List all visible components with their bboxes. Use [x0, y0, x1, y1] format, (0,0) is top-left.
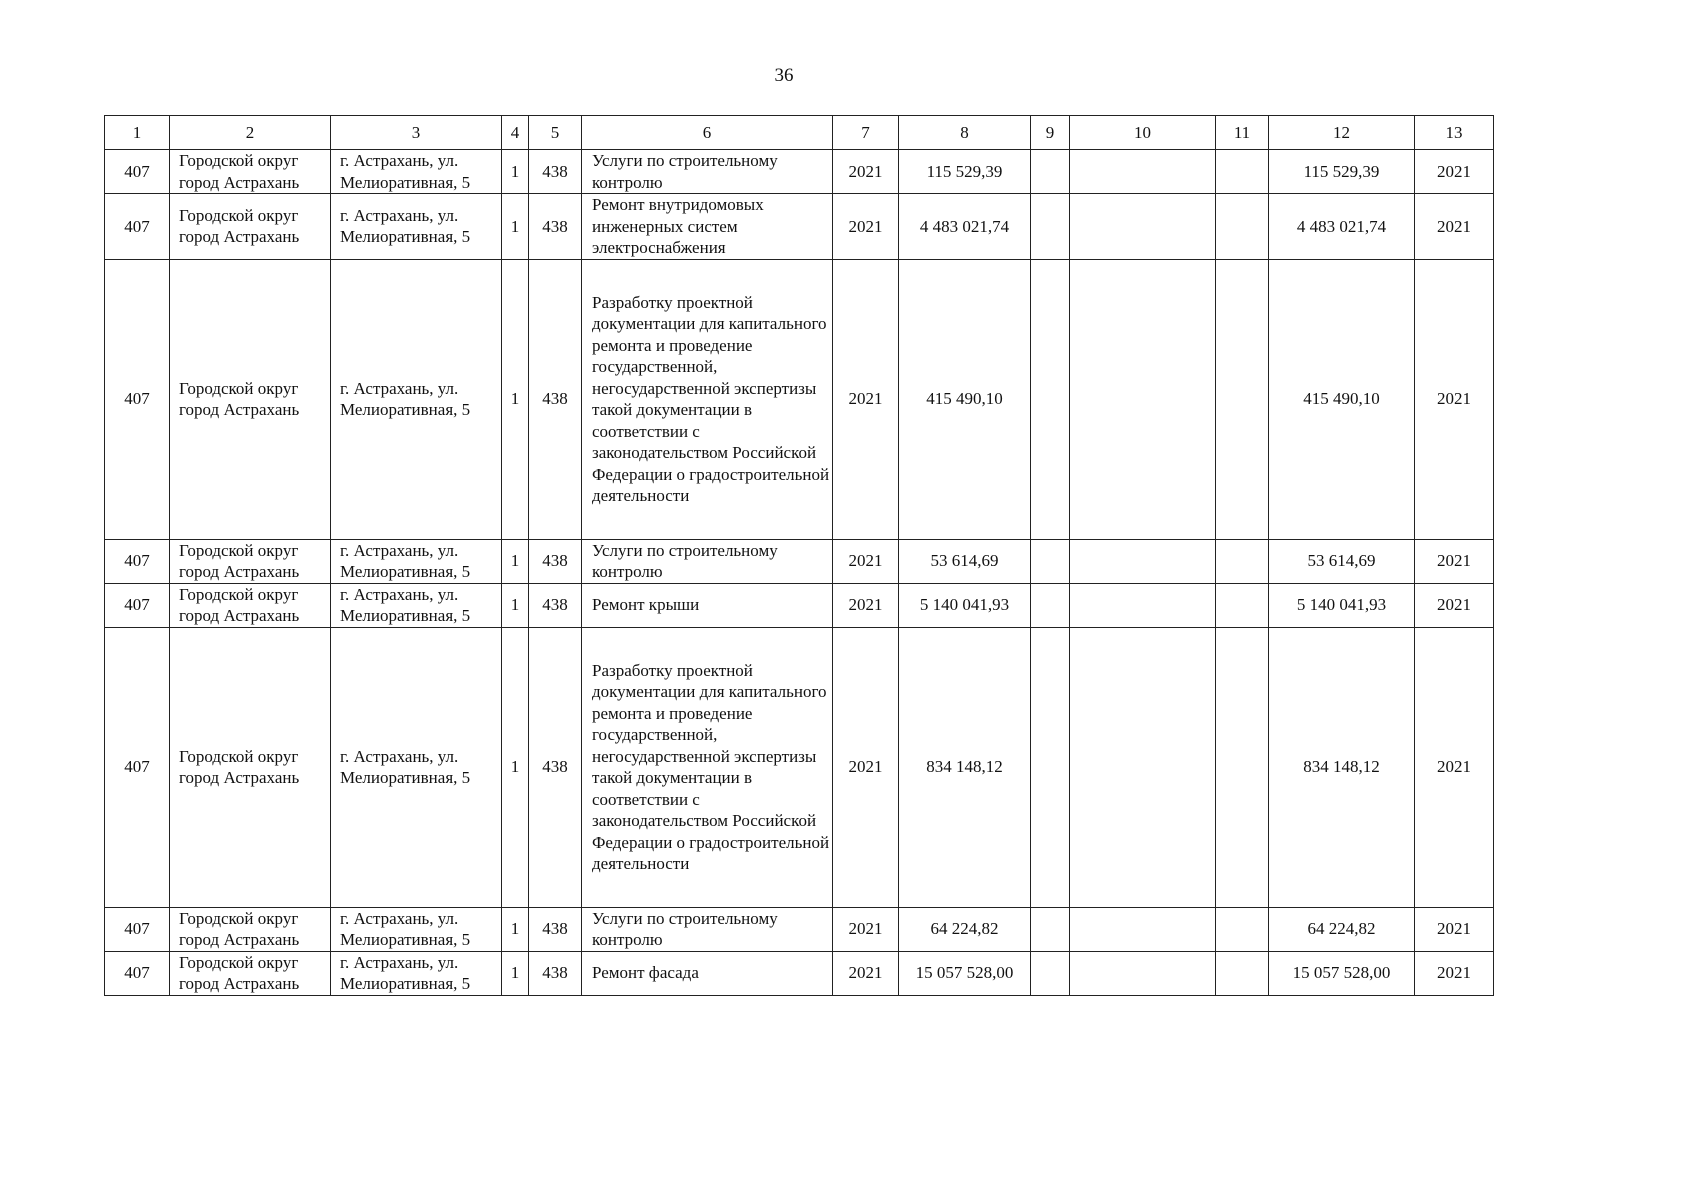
address-cell: г. Астрахань, ул. Мелиоративная, 5	[331, 194, 502, 260]
table-row	[105, 907, 1494, 951]
col-4-value-cell: 1	[502, 583, 529, 627]
municipality-cell: Городской округ город Астрахань	[170, 539, 331, 583]
col-4-value-cell: 1	[502, 150, 529, 194]
work-type-cell: Услуги по строительному контролю	[582, 539, 833, 583]
completion-year-cell: 2021	[1415, 259, 1494, 539]
address-cell: г. Астрахань, ул. Мелиоративная, 5	[331, 259, 502, 539]
column-header-2: 2	[170, 116, 331, 150]
municipality-cell: Городской округ город Астрахань	[170, 951, 331, 995]
completion-year-cell: 2021	[1415, 150, 1494, 194]
cost-cell: 115 529,39	[899, 150, 1031, 194]
row-number-cell: 407	[105, 259, 170, 539]
work-type-cell: Ремонт фасада	[582, 951, 833, 995]
col-11-value-cell	[1216, 259, 1269, 539]
cost-cell: 4 483 021,74	[899, 194, 1031, 260]
row-number-cell: 407	[105, 194, 170, 260]
col-4-value-cell: 1	[502, 951, 529, 995]
completion-year-cell: 2021	[1415, 539, 1494, 583]
col-5-value-cell: 438	[529, 951, 582, 995]
cost-cell: 415 490,10	[899, 259, 1031, 539]
table-row	[105, 259, 1494, 539]
row-number-cell: 407	[105, 951, 170, 995]
column-header-5: 5	[529, 116, 582, 150]
col-11-value-cell	[1216, 194, 1269, 260]
page-number: 36	[774, 65, 794, 86]
col-11-value-cell	[1216, 627, 1269, 907]
municipality-cell: Городской округ город Астрахань	[170, 259, 331, 539]
col-5-value-cell: 438	[529, 539, 582, 583]
col-10-value-cell	[1070, 194, 1216, 260]
column-header-3: 3	[331, 116, 502, 150]
total-cost-cell: 834 148,12	[1269, 627, 1415, 907]
address-cell: г. Астрахань, ул. Мелиоративная, 5	[331, 627, 502, 907]
year-cell: 2021	[833, 583, 899, 627]
work-type-cell: Разработку проектной документации для капитального ремонта и проведение государственной, негосударственной экспертизы такой документации в соответствии с законодательством Российской Федерации о градостроительной деятельности	[582, 627, 833, 907]
col-11-value-cell	[1216, 907, 1269, 951]
address-cell: г. Астрахань, ул. Мелиоративная, 5	[331, 539, 502, 583]
col-4-value-cell: 1	[502, 194, 529, 260]
col-9-value-cell	[1031, 150, 1070, 194]
col-4-value-cell: 1	[502, 907, 529, 951]
column-header-12: 12	[1269, 116, 1415, 150]
municipality-cell: Городской округ город Астрахань	[170, 907, 331, 951]
col-11-value-cell	[1216, 583, 1269, 627]
cost-cell: 5 140 041,93	[899, 583, 1031, 627]
year-cell: 2021	[833, 539, 899, 583]
address-cell: г. Астрахань, ул. Мелиоративная, 5	[331, 150, 502, 194]
cost-cell: 15 057 528,00	[899, 951, 1031, 995]
col-5-value-cell: 438	[529, 150, 582, 194]
year-cell: 2021	[833, 194, 899, 260]
col-9-value-cell	[1031, 259, 1070, 539]
total-cost-cell: 5 140 041,93	[1269, 583, 1415, 627]
total-cost-cell: 53 614,69	[1269, 539, 1415, 583]
municipality-cell: Городской округ город Астрахань	[170, 194, 331, 260]
completion-year-cell: 2021	[1415, 627, 1494, 907]
address-cell: г. Астрахань, ул. Мелиоративная, 5	[331, 951, 502, 995]
cost-cell: 834 148,12	[899, 627, 1031, 907]
address-cell: г. Астрахань, ул. Мелиоративная, 5	[331, 583, 502, 627]
table-row	[105, 194, 1494, 260]
col-11-value-cell	[1216, 951, 1269, 995]
table-row	[105, 583, 1494, 627]
work-type-cell: Услуги по строительному контролю	[582, 907, 833, 951]
total-cost-cell: 15 057 528,00	[1269, 951, 1415, 995]
table-row	[105, 539, 1494, 583]
column-header-13: 13	[1415, 116, 1494, 150]
work-type-cell: Разработку проектной документации для капитального ремонта и проведение государственной, негосударственной экспертизы такой документации в соответствии с законодательством Российской Федерации о градостроительной деятельности	[582, 259, 833, 539]
municipality-cell: Городской округ город Астрахань	[170, 627, 331, 907]
col-9-value-cell	[1031, 627, 1070, 907]
column-header-4: 4	[502, 116, 529, 150]
row-number-cell: 407	[105, 539, 170, 583]
work-type-cell: Ремонт внутридомовых инженерных систем электроснабжения	[582, 194, 833, 260]
row-number-cell: 407	[105, 627, 170, 907]
municipality-cell: Городской округ город Астрахань	[170, 583, 331, 627]
col-10-value-cell	[1070, 907, 1216, 951]
col-4-value-cell: 1	[502, 259, 529, 539]
column-header-10: 10	[1070, 116, 1216, 150]
column-header-11: 11	[1216, 116, 1269, 150]
col-10-value-cell	[1070, 539, 1216, 583]
table-header-row	[105, 116, 1494, 150]
col-4-value-cell: 1	[502, 627, 529, 907]
col-10-value-cell	[1070, 583, 1216, 627]
municipality-cell: Городской округ город Астрахань	[170, 150, 331, 194]
col-5-value-cell: 438	[529, 907, 582, 951]
col-10-value-cell	[1070, 951, 1216, 995]
table-body	[105, 116, 1494, 996]
total-cost-cell: 64 224,82	[1269, 907, 1415, 951]
work-type-cell: Услуги по строительному контролю	[582, 150, 833, 194]
year-cell: 2021	[833, 951, 899, 995]
row-number-cell: 407	[105, 150, 170, 194]
year-cell: 2021	[833, 259, 899, 539]
year-cell: 2021	[833, 907, 899, 951]
col-5-value-cell: 438	[529, 627, 582, 907]
year-cell: 2021	[833, 627, 899, 907]
col-4-value-cell: 1	[502, 539, 529, 583]
col-9-value-cell	[1031, 194, 1070, 260]
work-type-cell: Ремонт крыши	[582, 583, 833, 627]
col-5-value-cell: 438	[529, 194, 582, 260]
column-header-9: 9	[1031, 116, 1070, 150]
col-9-value-cell	[1031, 583, 1070, 627]
column-header-1: 1	[105, 116, 170, 150]
capital-repair-table	[104, 115, 1494, 996]
col-5-value-cell: 438	[529, 583, 582, 627]
table-row	[105, 951, 1494, 995]
completion-year-cell: 2021	[1415, 583, 1494, 627]
completion-year-cell: 2021	[1415, 951, 1494, 995]
row-number-cell: 407	[105, 583, 170, 627]
col-10-value-cell	[1070, 259, 1216, 539]
total-cost-cell: 115 529,39	[1269, 150, 1415, 194]
row-number-cell: 407	[105, 907, 170, 951]
completion-year-cell: 2021	[1415, 194, 1494, 260]
column-header-8: 8	[899, 116, 1031, 150]
col-10-value-cell	[1070, 627, 1216, 907]
year-cell: 2021	[833, 150, 899, 194]
column-header-7: 7	[833, 116, 899, 150]
col-9-value-cell	[1031, 907, 1070, 951]
col-11-value-cell	[1216, 539, 1269, 583]
address-cell: г. Астрахань, ул. Мелиоративная, 5	[331, 907, 502, 951]
table-row	[105, 627, 1494, 907]
column-header-6: 6	[582, 116, 833, 150]
col-11-value-cell	[1216, 150, 1269, 194]
cost-cell: 53 614,69	[899, 539, 1031, 583]
cost-cell: 64 224,82	[899, 907, 1031, 951]
col-9-value-cell	[1031, 539, 1070, 583]
col-10-value-cell	[1070, 150, 1216, 194]
table-row	[105, 150, 1494, 194]
total-cost-cell: 4 483 021,74	[1269, 194, 1415, 260]
total-cost-cell: 415 490,10	[1269, 259, 1415, 539]
completion-year-cell: 2021	[1415, 907, 1494, 951]
col-5-value-cell: 438	[529, 259, 582, 539]
col-9-value-cell	[1031, 951, 1070, 995]
